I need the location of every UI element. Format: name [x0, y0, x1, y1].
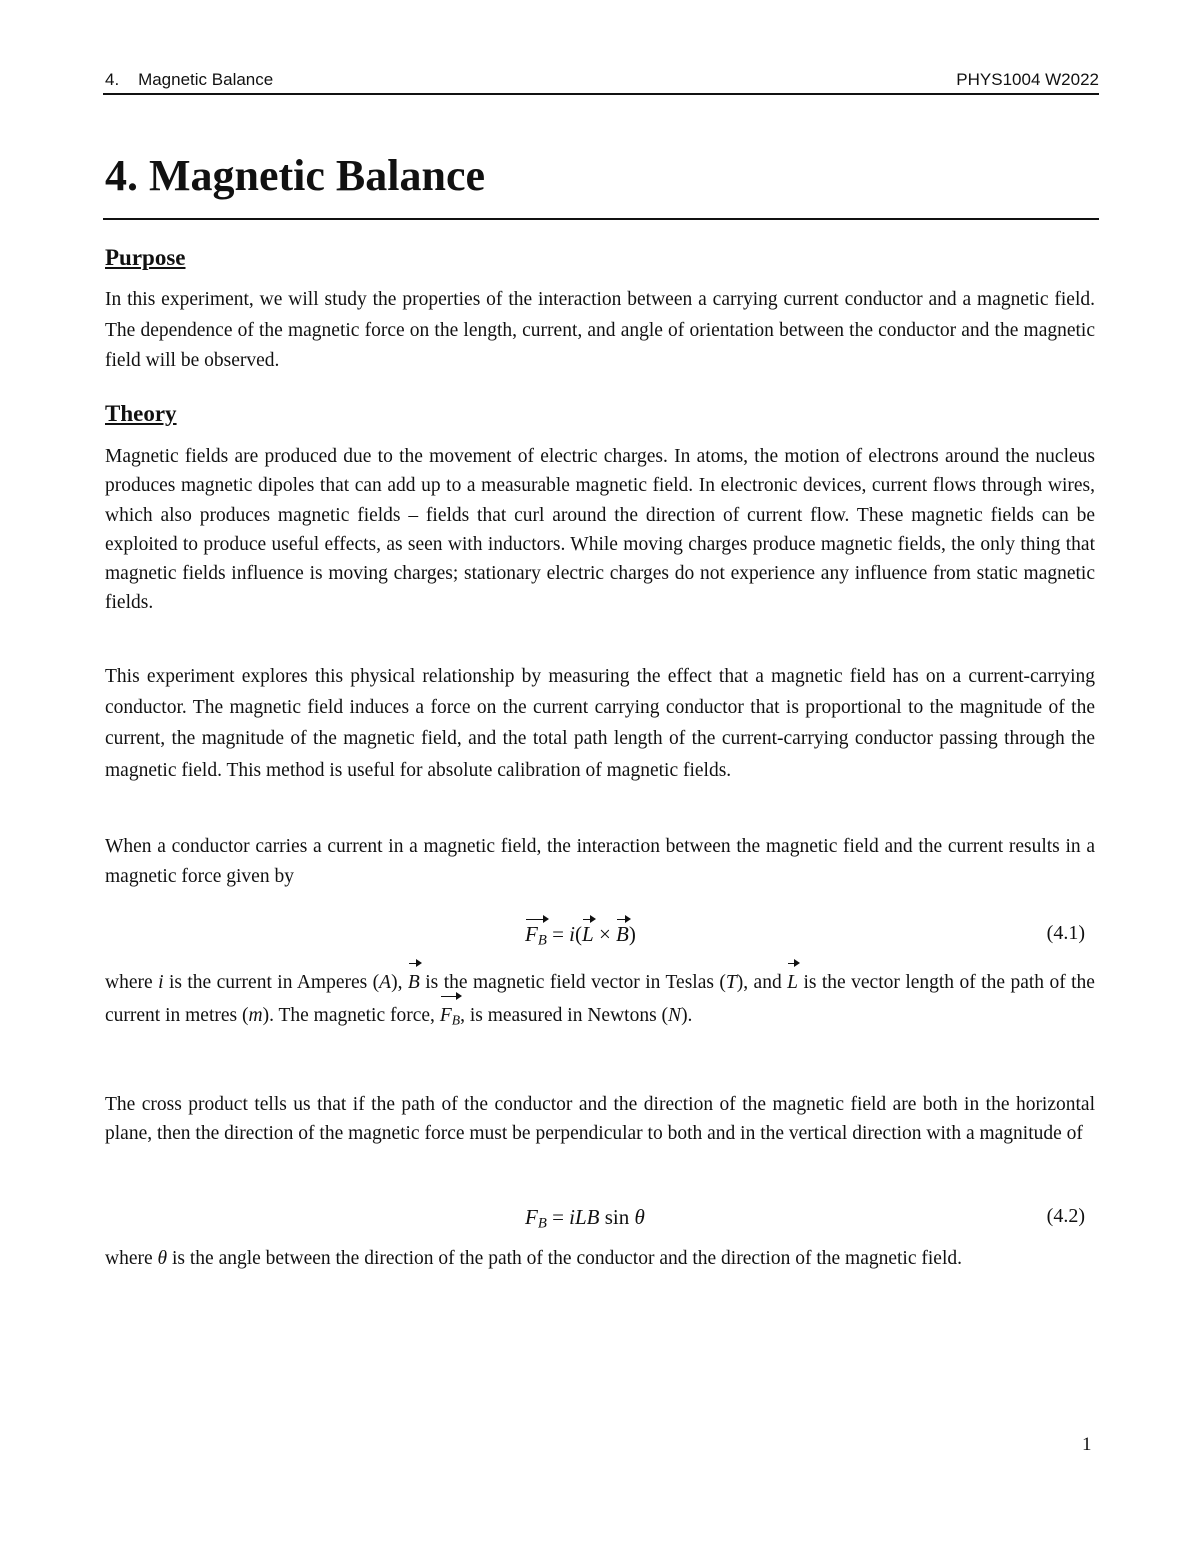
theory-paragraph-1: Magnetic fields are produced due to the movement of electric charges. In atoms, the motion of electrons around the nucleus produces magnetic dipoles that can add up to a measurable magnetic field. In electronic devices, current flows through wires, which also produces magnetic fields – fields that curl around the direction of current flow. These magnetic fields can be exploited to produce useful effects, as seen with inductors. While moving charges produce magnetic fields, the only thing that magnetic fields influence is moving charges; stationary electric charges do not experience any influence from static magnetic fields. [105, 446, 1095, 614]
header-rule [103, 93, 1099, 95]
field-vector: B [616, 922, 629, 946]
theory-paragraph-5: The cross product tells us that if the path of the conductor and the direction of the magnetic field are both in the horizontal plane, then the direction of the magnetic force must be perpendicular to both and in the vertical direction with a magnitude of [105, 1094, 1095, 1145]
page-number: 1 [1082, 1434, 1092, 1455]
theory-paragraph-3: When a conductor carries a current in a magnetic field, the interaction between the magnetic field and the current results in a magnetic force given by [105, 836, 1095, 887]
running-header [105, 70, 1099, 90]
force-vector: $F_B$ [525, 922, 547, 949]
equation-4-1-number: (4.1) [1046, 922, 1085, 944]
equation-4-2-number: (4.2) [1046, 1205, 1085, 1227]
title-rule [103, 218, 1099, 220]
length-vector: L [582, 922, 594, 946]
purpose-heading: Purpose [105, 245, 186, 270]
equation-4-2-body: $F_B$ = iLB sin θ [525, 1205, 645, 1232]
theory-paragraph-6: where θ is the angle between the direction of the path of the conductor and the direction of the magnetic field. [105, 1248, 962, 1269]
theory-paragraph-4: where i is the current in Amperes (A), B is the magnetic field vector in Teslas (T), and L is the vector length of the path of the current in metres (m). The magnetic force, $F_B$, is measured in Newtons (N). [105, 966, 1095, 1036]
theory-heading: Theory [105, 401, 177, 426]
theory-paragraph-2: This experiment explores this physical relationship by measuring the effect that a magnetic field has on a current-carrying conductor. The magnetic field induces a force on the current carrying conductor that is proportional to the magnitude of the current, the magnitude of the magnetic field, and the total path length of the current-carrying conductor passing through the magnetic field. This method is useful for absolute calibration of magnetic fields. [105, 666, 1095, 781]
header-course: PHYS1004 W2022 [956, 70, 1099, 89]
equation-4-1-body: $F_B = i(L \times B)$ [525, 922, 636, 949]
header-chapter: 4. Magnetic Balance [105, 70, 274, 89]
purpose-paragraph: In this experiment, we will study the properties of the interaction between a carrying current conductor and a magnetic field. The dependence of the magnetic force on the length, current, and angle of orientation between the conductor and the magnetic field will be observed. [105, 289, 1095, 371]
equation-4-1 [105, 922, 1095, 954]
equation-4-2 [105, 1205, 1095, 1237]
page-title: 4. Magnetic Balance [105, 151, 486, 200]
